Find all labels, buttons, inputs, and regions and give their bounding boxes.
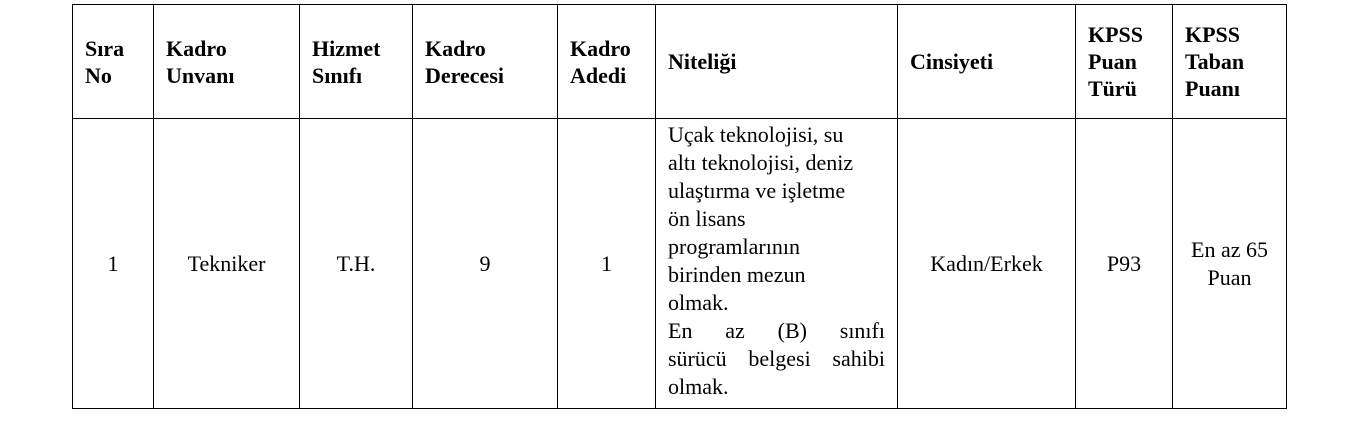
cell-sira-no: 1 <box>73 119 154 409</box>
header-label-line: Kadro <box>425 35 486 61</box>
cell-kadro-adedi: 1 <box>558 119 656 409</box>
niteligi-line: ön lisans <box>668 206 746 231</box>
niteligi-line: En az (B) sınıfı <box>668 318 885 343</box>
niteligi-line: altı teknolojisi, deniz <box>668 150 854 175</box>
niteligi-line: ulaştırma ve işletme <box>668 178 846 203</box>
niteligi-line: olmak. <box>668 374 729 399</box>
table-row <box>73 119 1287 409</box>
niteligi-line: programlarının <box>668 234 800 259</box>
header-kpss-taban-puani <box>1173 5 1287 119</box>
header-hizmet-sinifi <box>300 5 413 119</box>
cell-niteligi <box>656 119 898 409</box>
header-label-line: Sınıfı <box>312 62 363 88</box>
header-kpss-puan-turu <box>1076 5 1173 119</box>
cell-hizmet-sinifi: T.H. <box>300 119 413 409</box>
niteligi-line: birinden mezun <box>668 262 806 287</box>
header-label-line: KPSS <box>1088 22 1144 47</box>
header-niteligi <box>656 5 898 119</box>
header-cinsiyeti <box>898 5 1076 119</box>
cell-cinsiyeti: Kadın/Erkek <box>898 119 1076 409</box>
header-label-line: Kadro <box>570 35 631 61</box>
header-label-line: Taban <box>1185 49 1245 74</box>
header-label-line: Niteliği <box>668 49 737 74</box>
header-label-line: Adedi <box>570 62 627 88</box>
cell-kadro-unvani: Tekniker <box>154 119 300 409</box>
header-sira-no <box>73 5 154 119</box>
header-label-line: No <box>85 62 112 88</box>
header-label-line: Sıra <box>85 35 125 61</box>
niteligi-line: sürücü belgesi sahibi <box>668 346 885 371</box>
header-label-line: Puanı <box>1185 76 1241 101</box>
header-kadro-unvani <box>154 5 300 119</box>
header-label-line: Kadro <box>166 35 227 61</box>
header-label-line: Unvanı <box>166 62 235 88</box>
taban-puani-line: Puan <box>1207 264 1252 290</box>
cell-kadro-derecesi: 9 <box>413 119 558 409</box>
header-label-line: Cinsiyeti <box>910 49 994 74</box>
header-label-line: KPSS <box>1185 22 1241 47</box>
cell-kpss-taban-puani <box>1173 119 1287 409</box>
taban-puani-line: En az 65 <box>1191 236 1268 262</box>
header-label-line: Hizmet <box>312 35 381 61</box>
header-label-line: Puan <box>1088 49 1137 74</box>
header-row <box>73 5 1287 119</box>
header-kadro-adedi <box>558 5 656 119</box>
header-label-line: Derecesi <box>425 62 504 88</box>
header-kadro-derecesi <box>413 5 558 119</box>
header-label-line: Türü <box>1088 76 1137 101</box>
staff-position-table <box>72 4 1287 409</box>
niteligi-line: Uçak teknolojisi, su <box>668 122 844 147</box>
cell-kpss-puan-turu: P93 <box>1076 119 1173 409</box>
niteligi-line: olmak. <box>668 290 729 315</box>
